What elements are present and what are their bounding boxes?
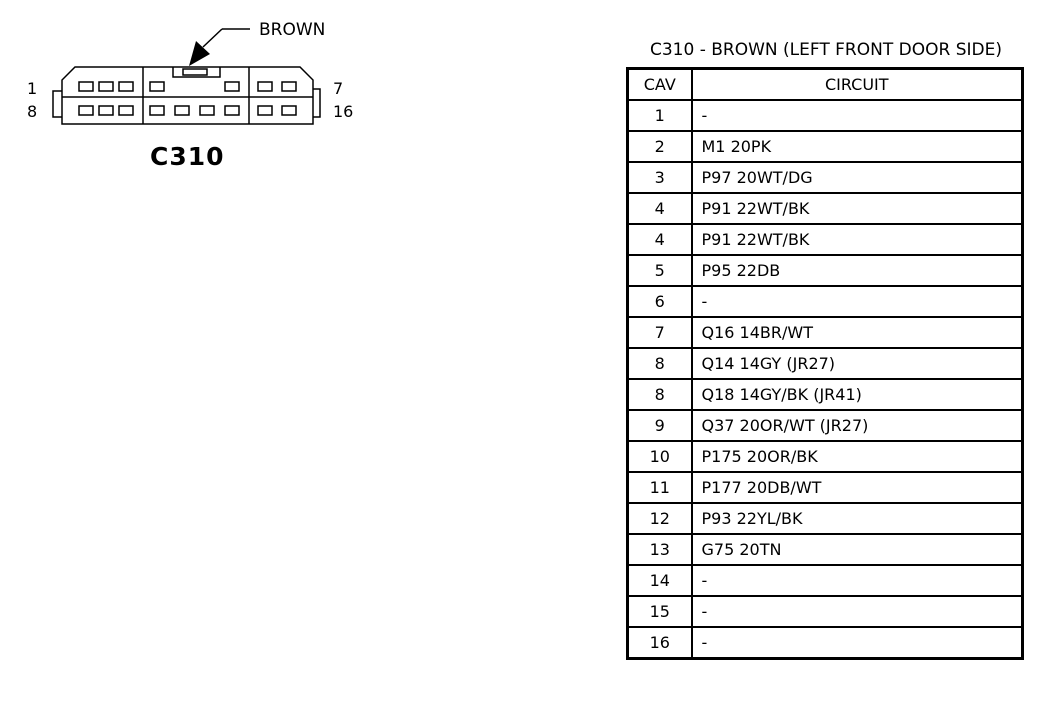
- cav-cell: 3: [628, 162, 692, 193]
- cav-cell: 10: [628, 441, 692, 472]
- cav-cell: 15: [628, 596, 692, 627]
- circuit-cell: M1 20PK: [692, 131, 1023, 162]
- table-row: [628, 410, 1023, 441]
- callout-arrow: [189, 41, 210, 66]
- cav-cell: 13: [628, 534, 692, 565]
- cavity-5: [225, 82, 239, 91]
- cav-cell: 9: [628, 410, 692, 441]
- cavity-15: [258, 106, 272, 115]
- connector-name: C310: [150, 142, 225, 171]
- circuit-cell: P97 20WT/DG: [692, 162, 1023, 193]
- cav-cell: 14: [628, 565, 692, 596]
- table-header-row: [628, 69, 1023, 101]
- cavity-8: [79, 106, 93, 115]
- cav-cell: 4: [628, 193, 692, 224]
- cavity-12: [175, 106, 189, 115]
- cav-cell: 4: [628, 224, 692, 255]
- table-row: [628, 503, 1023, 534]
- cav-cell: 2: [628, 131, 692, 162]
- table-row: [628, 627, 1023, 659]
- cavity-label-top-left: 1: [27, 79, 38, 98]
- cavity-label-top-right: 7: [333, 79, 344, 98]
- pinout-table: [626, 67, 1024, 660]
- circuit-cell: -: [692, 286, 1023, 317]
- table-row: [628, 596, 1023, 627]
- circuit-cell: P175 20OR/BK: [692, 441, 1023, 472]
- table-row: [628, 162, 1023, 193]
- table-row: [628, 348, 1023, 379]
- cavity-7: [282, 82, 296, 91]
- cavity-10: [119, 106, 133, 115]
- table-row: [628, 441, 1023, 472]
- cav-cell: 8: [628, 348, 692, 379]
- circuit-cell: Q18 14GY/BK (JR41): [692, 379, 1023, 410]
- cavity-6: [258, 82, 272, 91]
- header-cav: CAV: [628, 69, 692, 101]
- circuit-cell: P177 20DB/WT: [692, 472, 1023, 503]
- circuit-cell: -: [692, 627, 1023, 659]
- circuit-cell: G75 20TN: [692, 534, 1023, 565]
- table-body: [628, 100, 1023, 659]
- cavity-11: [150, 106, 164, 115]
- cavity-9: [99, 106, 113, 115]
- circuit-cell: P91 22WT/BK: [692, 193, 1023, 224]
- circuit-cell: P91 22WT/BK: [692, 224, 1023, 255]
- table-row: [628, 317, 1023, 348]
- table-row: [628, 131, 1023, 162]
- cav-cell: 16: [628, 627, 692, 659]
- table-row: [628, 193, 1023, 224]
- cav-cell: 8: [628, 379, 692, 410]
- circuit-cell: -: [692, 565, 1023, 596]
- cavity-3: [119, 82, 133, 91]
- circuit-cell: -: [692, 100, 1023, 131]
- cav-cell: 7: [628, 317, 692, 348]
- circuit-cell: Q37 20OR/WT (JR27): [692, 410, 1023, 441]
- circuit-cell: P93 22YL/BK: [692, 503, 1023, 534]
- header-circuit: CIRCUIT: [692, 69, 1023, 101]
- polarization-key-slot: [183, 69, 207, 75]
- cavity-13: [200, 106, 214, 115]
- table-row: [628, 379, 1023, 410]
- table-row: [628, 565, 1023, 596]
- table-row: [628, 286, 1023, 317]
- left-latch: [53, 91, 62, 117]
- table-title: C310 - BROWN (LEFT FRONT DOOR SIDE): [650, 40, 1002, 60]
- cavity-label-bottom-right: 16: [333, 102, 354, 121]
- table-row: [628, 224, 1023, 255]
- right-latch: [313, 89, 320, 117]
- table-row: [628, 255, 1023, 286]
- circuit-cell: Q14 14GY (JR27): [692, 348, 1023, 379]
- cav-cell: 1: [628, 100, 692, 131]
- cav-cell: 12: [628, 503, 692, 534]
- cavity-2: [99, 82, 113, 91]
- cavity-1: [79, 82, 93, 91]
- table-row: [628, 472, 1023, 503]
- callout-leader: [203, 29, 222, 47]
- cav-cell: 6: [628, 286, 692, 317]
- cavity-4: [150, 82, 164, 91]
- cavity-14: [225, 106, 239, 115]
- cav-cell: 5: [628, 255, 692, 286]
- circuit-cell: -: [692, 596, 1023, 627]
- circuit-cell: P95 22DB: [692, 255, 1023, 286]
- cavity-16: [282, 106, 296, 115]
- cav-cell: 11: [628, 472, 692, 503]
- connector-color-callout: BROWN: [259, 20, 326, 40]
- table-row: [628, 534, 1023, 565]
- cavity-label-bottom-left: 8: [27, 102, 38, 121]
- table-row: [628, 100, 1023, 131]
- circuit-cell: Q16 14BR/WT: [692, 317, 1023, 348]
